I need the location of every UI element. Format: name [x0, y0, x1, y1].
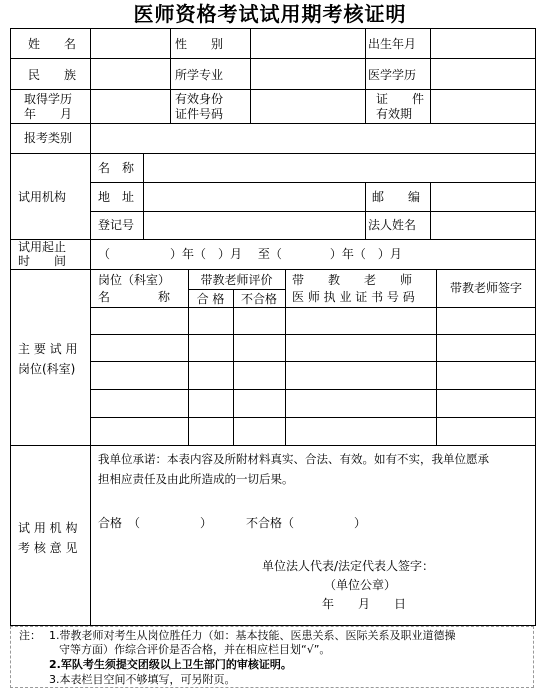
- promise-text: 我单位承诺：本表内容及所附材料真实、合法、有效。如有不实，我单位愿承: [98, 452, 489, 466]
- pass-choice: 合格 （ ）: [98, 516, 213, 530]
- period-value: （ ）年（ ）月 至（ ）年（ ）月: [98, 247, 402, 261]
- fail-choice: 不合格（ ）: [246, 516, 367, 530]
- obtain-degree-label: 取得学历: [24, 92, 73, 106]
- exam-certificate-form: [10, 28, 536, 626]
- col-sign-header: 带教老师签字: [449, 281, 522, 295]
- col-fail-header: 不合格: [240, 292, 277, 306]
- name-label: 姓 名: [28, 37, 77, 51]
- birth-label: 出生年月: [368, 37, 417, 51]
- degree-label: 医学学历: [368, 68, 417, 82]
- registration-label: 登记号: [98, 218, 135, 232]
- form-grid: [10, 28, 536, 626]
- signature-label: 单位法人代表/法定代表人签字：: [262, 559, 435, 573]
- posts-label: 主 要 试 用: [18, 342, 78, 356]
- category-label: 报考类别: [24, 131, 73, 145]
- notes-label: 注：: [19, 629, 41, 642]
- promise-text-2: 担相应责任及由此所造成的一切后果。: [98, 472, 294, 486]
- col-pass-header: 合 格: [196, 292, 225, 306]
- period-label-2: 时 间: [18, 254, 67, 268]
- posts-label-2: 岗位(科室): [18, 362, 76, 376]
- opinion-label: 试 用 机 构: [18, 521, 78, 535]
- obtain-degree-label-2: 年 月: [24, 107, 73, 121]
- postcode-label: 邮 编: [372, 190, 421, 204]
- id-label-2: 证件号码: [175, 107, 224, 121]
- id-label: 有效身份: [175, 92, 224, 106]
- seal-label: （单位公章）: [324, 578, 397, 592]
- period-label: 试用起止: [18, 240, 67, 254]
- form-title: 医师资格考试试用期考核证明: [133, 2, 407, 26]
- gender-label: 性 别: [175, 37, 224, 51]
- validity-label-2: 有效期: [376, 107, 413, 121]
- date-label: 年 月 日: [322, 597, 407, 611]
- col-post-header-2: 名 称: [98, 290, 171, 304]
- notes-section: [10, 626, 534, 688]
- note-3: 3.本表栏目空间不够填写，可另附页。: [49, 673, 236, 686]
- validity-label: 证 件: [376, 92, 425, 106]
- note-1: 1.带教老师对考生从岗位胜任力（如：基本技能、医患关系、医际关系及职业道德操: [49, 629, 456, 642]
- institution-address-label: 地 址: [98, 190, 135, 204]
- major-label: 所学专业: [175, 68, 224, 82]
- legal-person-label: 法人姓名: [368, 218, 417, 232]
- col-post-header: 岗位（科室）: [98, 273, 171, 287]
- note-1-cont: 守等方面）作综合评价是否合格，并在相应栏目划“√”。: [59, 643, 331, 656]
- col-cert-header: 带 教 老 师: [292, 273, 413, 287]
- opinion-label-2: 考 核 意 见: [18, 541, 78, 555]
- note-2: 2.军队考生须提交团级以上卫生部门的审核证明。: [49, 658, 292, 671]
- ethnic-label: 民 族: [28, 68, 77, 82]
- col-eval-header: 带教老师评价: [200, 273, 273, 287]
- institution-name-label: 名 称: [98, 161, 135, 175]
- institution-label: 试用机构: [18, 190, 67, 204]
- col-cert-header-2: 医 师 执 业 证 书 号 码: [292, 290, 415, 304]
